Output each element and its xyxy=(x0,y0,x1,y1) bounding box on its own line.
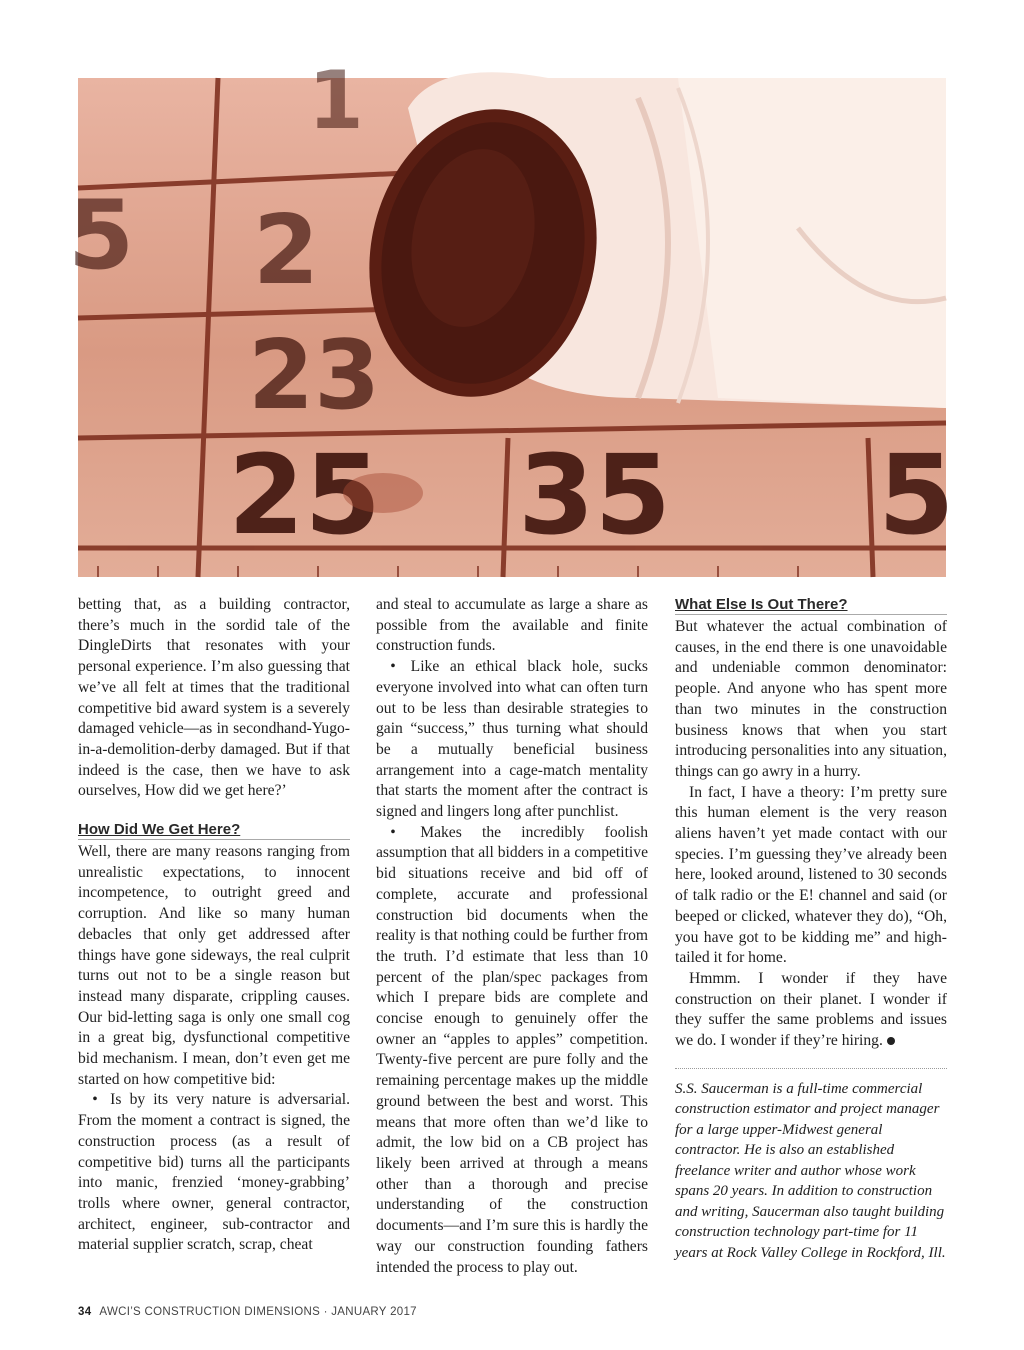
bullet-text: Is by its very nature is adversarial. From the moment a contract is signed, the construction process (as a result of competitive bid) turns all the participants into manic, frenzied ‘money-grabbing’ trolls where owner, general contractor, architect, engineer, sub-contractor and material supplier scratch, scrap, cheat xyxy=(78,1091,350,1254)
closing-text: Hmmm. I wonder if they have construction on their planet. I wonder if they suffer the same problems and issues we do. I wonder if they’re hiring. xyxy=(675,969,947,1050)
paragraph: betting that, as a building contractor, there’s much in the sordid tale of the DingleDirts that resonates with your personal experience. I’m also guessing that we’ve all felt at times that the traditional competitive bid award system is a severely damaged vehicle—as in secondhand-Yugo-in-a-demolition-derby damaged. But if that indeed is the case, then we have to ask ourselves, How did we get here?’ xyxy=(78,596,350,800)
number-23: 23 xyxy=(248,321,381,431)
bullet-text: Makes the incredibly foolish assumption that all bidders in a competitive bid situations receive and bid off of complete, accurate and professional construction bid documents when the reality is that nothing could be further from the truth. I’d estimate that less than 10 percent of the plan/spec packages from which I prepare bids are complete and concise enough to genuinely offer the owner an “apples to apples” competition. Twenty-five percent are pure folly and the remaining percentage makes up the middle ground between the best and worst. This means that more often than we’d like to admit, the low bid on a CB project has likely been arrived at through a means other than a thorough and precise understanding of the construction documents—and I’m sure this is hardly the way our construction founding fathers intended the process to play out. xyxy=(376,823,649,1276)
bullet-item xyxy=(376,657,648,823)
number-5: 5 xyxy=(68,181,135,291)
paragraph xyxy=(675,969,947,1052)
paragraph: But whatever the actual combination of causes, in the end there is one unavoidable and undeniable common denominator: people. And anyone who has spent more than two minutes in the construction business knows that when you start introducing personalities into any situation, things can go awry in a hurry. xyxy=(675,618,947,780)
number-1: 1 xyxy=(308,54,364,147)
section-heading-how-did-we-get-here: How Did We Get Here? xyxy=(78,820,350,840)
column-3 xyxy=(675,595,947,1263)
paragraph: Well, there are many reasons ranging from unrealistic expectations, to innocent incompetence, to outright greed and corruption. And like so many human debacles that only get addressed after things have gone sideways, the real culprit turns out not to be a single reason but instead many disparate, crippling causes. Our bid-letting saga is only one small cog in a great big, dysfunctional competitive bid mechanism. I mean, don’t even get me started on how competitive bid: xyxy=(78,843,350,1088)
bullet-item xyxy=(78,1090,350,1256)
page-footer xyxy=(78,1306,417,1318)
page-number: 34 xyxy=(78,1306,92,1318)
number-2: 2 xyxy=(253,196,320,306)
svg-text:5: 5 xyxy=(878,431,955,559)
bullet-text: Like an ethical black hole, sucks everyone involved into what can often turn out to be less than desirable strategies to gain “success,” thus turning what should be a mutually beneficial business arrangement into a cage-match mentality that starts the moment after the contract is signed and lingers long after punchlist. xyxy=(376,658,648,821)
divider xyxy=(675,1068,947,1069)
bullet-icon: • xyxy=(390,658,396,676)
bullet-item xyxy=(376,823,648,1278)
bullet-icon: • xyxy=(92,1091,98,1109)
section-heading-what-else-is-out-there: What Else Is Out There? xyxy=(675,595,947,615)
number-35: 35 xyxy=(518,431,672,559)
number-25: 25 xyxy=(228,431,382,559)
bullet-icon: • xyxy=(390,823,396,841)
author-bio: S.S. Saucerman is a full-time commercial construction estimator and project manager for a large upper-Midwest general contractor. He is also an established freelance writer and author whose work spans 20 years. In addition to construction and writing, Saucerman also taught building construction technology part-time for 11 years at Rock Valley College in Rockford, Ill. xyxy=(675,1080,946,1261)
paragraph: and steal to accumulate as large a share as possible from the available and finite construction funds. xyxy=(376,596,648,655)
publication-info: AWCI’S CONSTRUCTION DIMENSIONS · JANUARY 2017 xyxy=(99,1306,417,1318)
bingo-card-illustration xyxy=(68,54,955,577)
end-mark-icon xyxy=(887,1037,895,1045)
bingo-dauber-photo xyxy=(68,54,955,577)
column-1 xyxy=(78,595,350,1256)
column-2 xyxy=(376,595,648,1278)
paragraph: In fact, I have a theory: I’m pretty sure this human element is the very reason aliens haven’t yet made contact with our species. I’m guessing they’ve already been here, looked around, listened to 30 seconds of talk radio or the E! channel and said (or beeped or clicked, whatever they do), “Oh, you have got to be kidding me” and high-tailed it for home. xyxy=(675,783,947,967)
